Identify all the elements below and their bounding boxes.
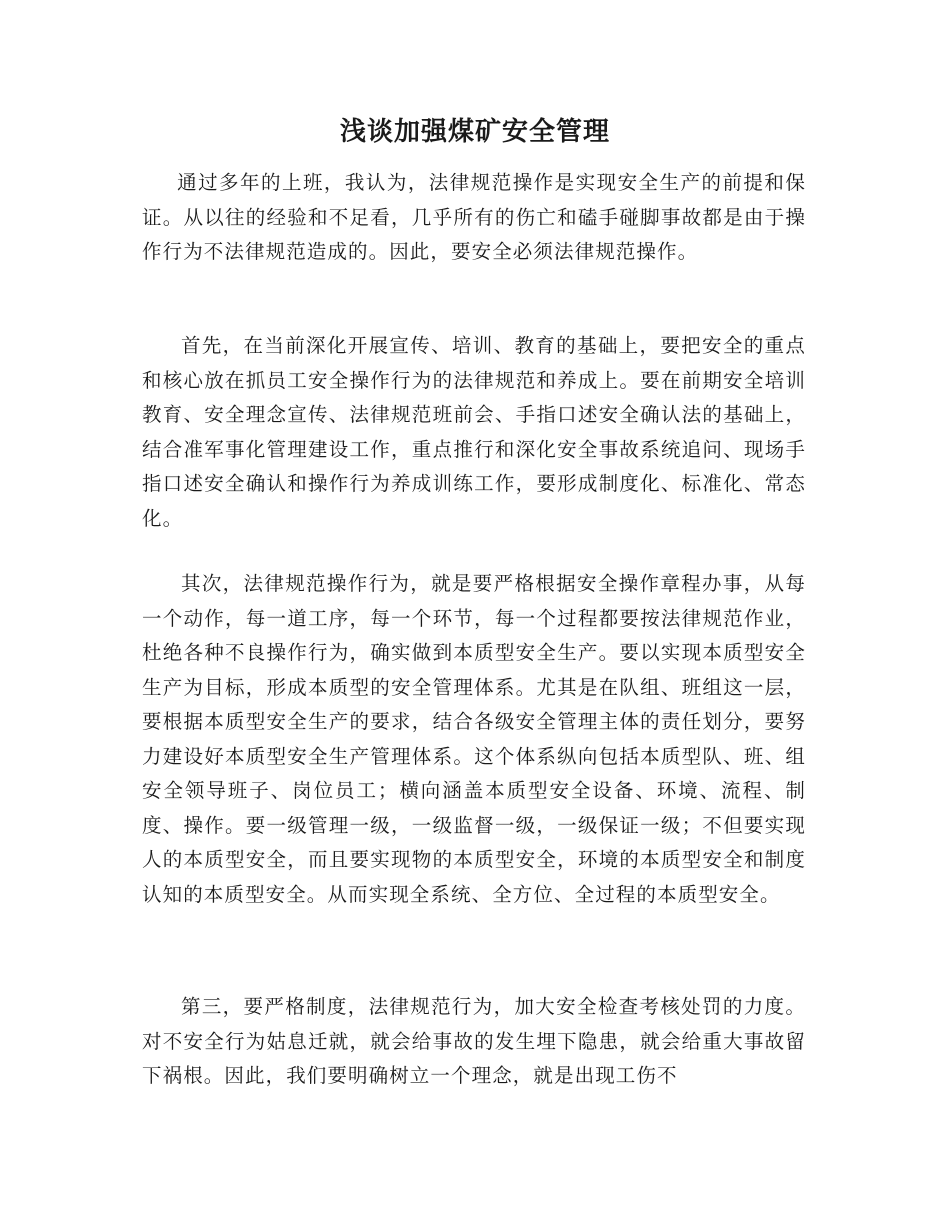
paragraph-intro: 通过多年的上班，我认为，法律规范操作是实现安全生产的前提和保证。从以往的经验和不足看，几乎所有的伤亡和磕手碰脚事故都是由于操作行为不法律规范造成的。因此，要安全必须法律规范操作。: [142, 171, 806, 263]
paragraph-second: 其次，法律规范操作行为，就是要严格根据安全操作章程办事，从每一个动作，每一道工序，每一个环节，每一个过程都要按法律规范作业，杜绝各种不良操作行为，确实做到本质型安全生产。要以实现本质型安全生产为目标，形成本质型的安全管理体系。尤其是在队组、班组这一层，要根据本质型安全生产的要求，结合各级安全管理主体的责任划分，要努力建设好本质型安全生产管理体系。这个体系纵向包括本质型队、班、组安全领导班子、岗位员工；横向涵盖本质型安全设备、环境、流程、制度、操作。要一级管理一级，一级监督一级，一级保证一级；不但要实现人的本质型安全，而且要实现物的本质型安全，环境的本质型安全和制度认知的本质型安全。从而实现全系统、全方位、全过程的本质型安全。: [142, 572, 806, 906]
paragraph-third: 第三，要严格制度，法律规范行为，加大安全检查考核处罚的力度。对不安全行为姑息迁就，就会给事故的发生埋下隐患，就会给重大事故留下祸根。因此，我们要明确树立一个理念，就是出现工伤不: [142, 995, 806, 1087]
paragraph-first: 首先，在当前深化开展宣传、培训、教育的基础上，要把安全的重点和核心放在抓员工安全操作行为的法律规范和养成上。要在前期安全培训教育、安全理念宣传、法律规范班前会、手指口述安全确认法的基础上，结合准军事化管理建设工作，重点推行和深化安全事故系统追问、现场手指口述安全确认和操作行为养成训练工作，要形成制度化、标准化、常态化。: [142, 334, 806, 530]
document-title: 浅谈加强煤矿安全管理: [339, 117, 610, 147]
